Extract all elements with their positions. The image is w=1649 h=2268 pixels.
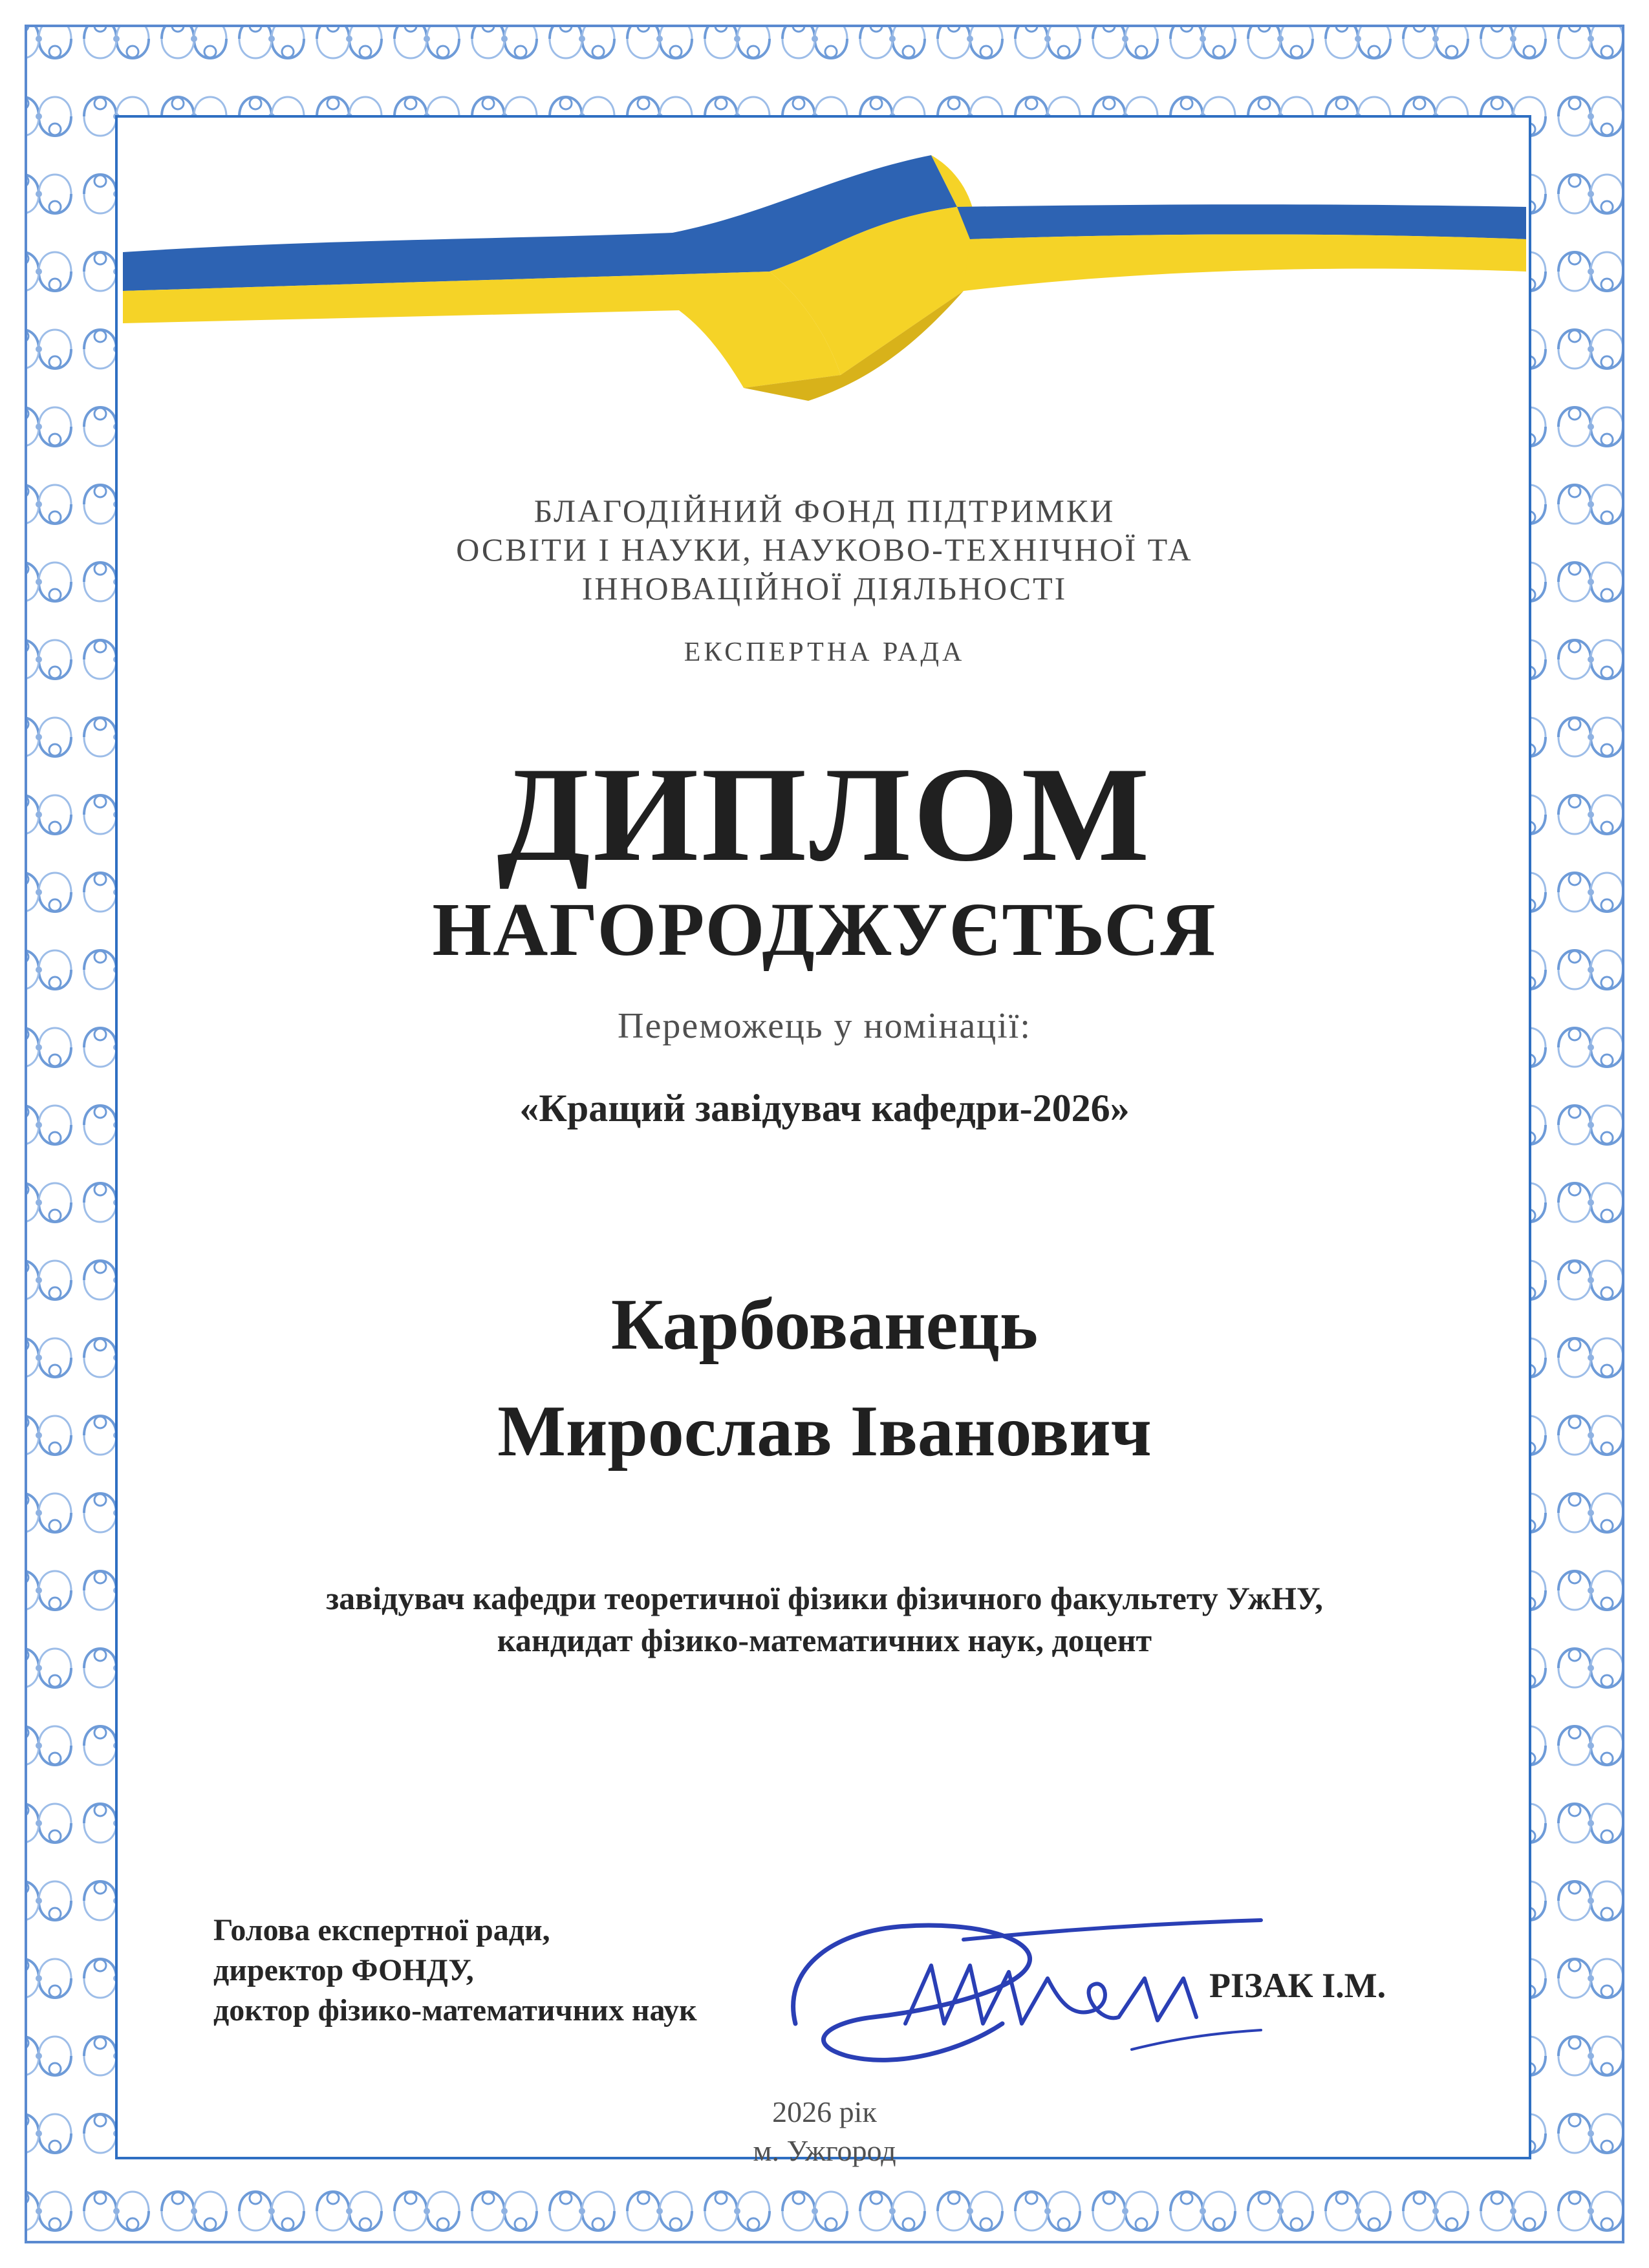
organization-line-2: ОСВІТИ І НАУКИ, НАУКОВО-ТЕХНІЧНОЇ ТА (456, 531, 1193, 568)
diploma-title: ДИПЛОМ (497, 740, 1152, 890)
recipient-given-names: Мирослав Іванович (497, 1391, 1152, 1471)
recipient-surname: Карбованець (610, 1285, 1039, 1365)
organization-line-1: БЛАГОДІЙНИЙ ФОНД ПІДТРИМКИ (534, 493, 1116, 529)
winner-label: Переможець у номінації: (618, 1006, 1031, 1046)
signatory-role-line-3: доктор фізико-математичних наук (213, 1993, 697, 2027)
recipient-position-line-1: завідувач кафедри теоретичної фізики фізичного факультету УжНУ, (326, 1580, 1323, 1616)
handwritten-signature (770, 1894, 1274, 2088)
expert-council-label: ЕКСПЕРТНА РАДА (684, 637, 965, 667)
awarded-label: НАГОРОДЖУЄТЬСЯ (432, 887, 1217, 972)
recipient-position-line-2: кандидат фізико-математичних наук, доцент (497, 1622, 1152, 1658)
nomination-title: «Кращий завідувач кафедри-2026» (519, 1087, 1130, 1129)
signatory-role (213, 1910, 795, 2031)
organization-line-3: ІННОВАЦІЙНОЇ ДІЯЛЬНОСТІ (581, 570, 1068, 606)
signatory-role-line-2: директор ФОНДУ, (213, 1953, 474, 1987)
signatory-name: РІЗАК І.М. (1209, 1966, 1386, 2005)
issue-year: 2026 рік (772, 2095, 877, 2128)
ukrainian-flag-ribbon (123, 142, 1526, 427)
signatory-role-line-1: Голова експертної ради, (213, 1913, 550, 1947)
issue-city: м. Ужгород (753, 2134, 896, 2167)
